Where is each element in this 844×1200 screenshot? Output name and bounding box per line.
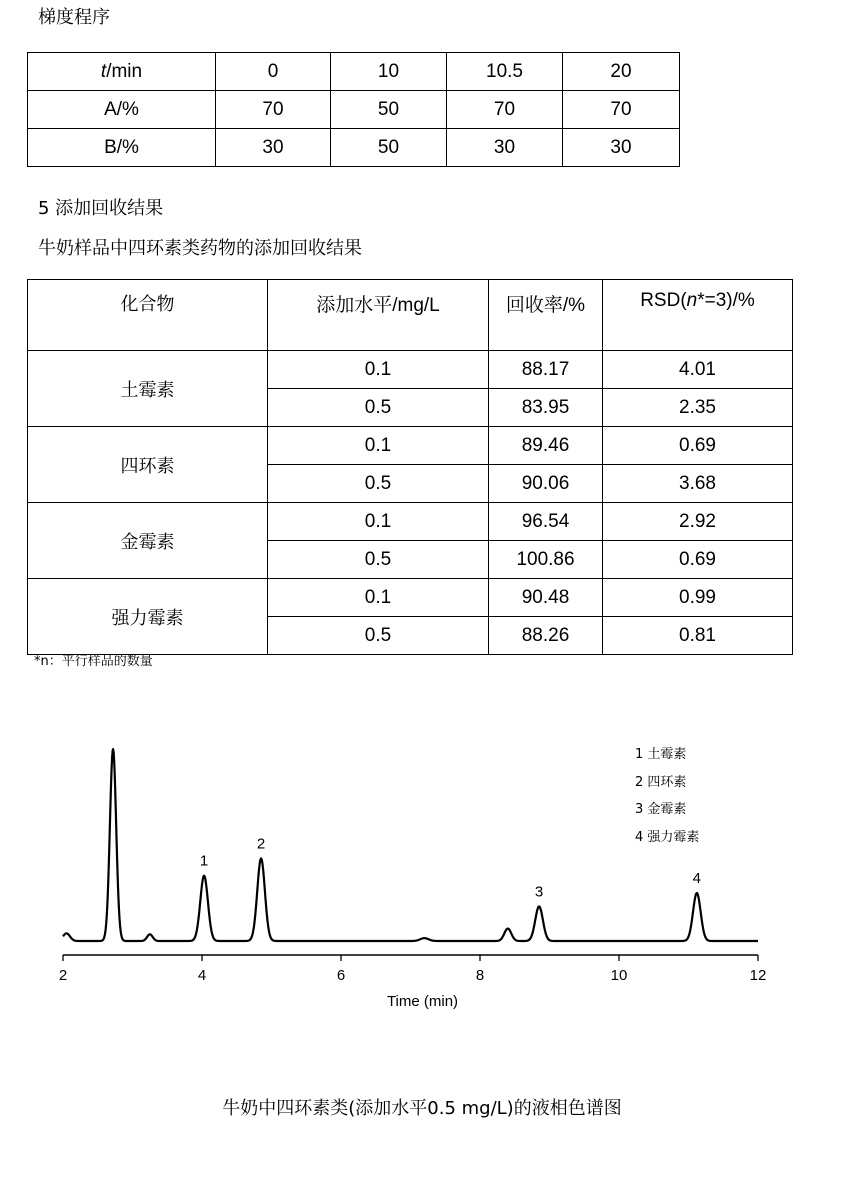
recovery-row <box>28 351 793 389</box>
compound-name: 金霉素 <box>28 503 268 579</box>
gradient-table <box>27 52 680 167</box>
section-title-recovery: 5 添加回收结果 <box>38 198 164 219</box>
legend-item <box>635 748 699 762</box>
level-cell: 0.1 <box>268 427 489 465</box>
recovery-cell: 89.46 <box>489 427 603 465</box>
legend-name: 四环素 <box>647 774 687 790</box>
gradient-row-label: A/% <box>28 91 216 129</box>
peak-label: 4 <box>692 870 702 887</box>
x-axis-label: Time (min) <box>386 993 459 1010</box>
gradient-value-cell: 70 <box>216 91 331 129</box>
gradient-value-cell: 30 <box>216 129 331 167</box>
level-cell: 0.5 <box>268 465 489 503</box>
legend-name: 土霉素 <box>647 747 687 762</box>
rsd-cell: 0.69 <box>603 427 793 465</box>
peak-label: 1 <box>199 852 209 870</box>
recovery-header-row <box>28 280 793 351</box>
recovery-table-title: 牛奶样品中四环素类药物的添加回收结果 <box>38 238 362 259</box>
recovery-cell: 90.48 <box>489 579 603 617</box>
level-cell: 0.5 <box>268 617 489 655</box>
gradient-value-cell: 70 <box>563 91 680 129</box>
legend-number: 1 <box>635 747 644 762</box>
recovery-row <box>28 579 793 617</box>
legend-item <box>635 776 699 790</box>
level-cell: 0.5 <box>268 389 489 427</box>
header-compound: 化合物 <box>28 280 268 351</box>
header-level: 添加水平/mg/L <box>268 280 489 351</box>
peak-label: 3 <box>534 883 544 901</box>
compound-name: 强力霉素 <box>28 579 268 655</box>
gradient-header-row <box>28 53 680 91</box>
footnote: *n：平行样品的数量 <box>34 654 153 669</box>
gradient-value-cell: 30 <box>447 129 563 167</box>
gradient-time-cell: 10.5 <box>447 53 563 91</box>
rsd-cell: 0.69 <box>603 541 793 579</box>
recovery-row <box>28 503 793 541</box>
chart-legend <box>635 748 699 858</box>
legend-number: 3 <box>635 802 644 817</box>
gradient-section-title: 梯度程序 <box>38 7 110 28</box>
chromatogram-chart <box>0 730 844 1030</box>
legend-name: 金霉素 <box>647 802 687 817</box>
x-tick-label: 2 <box>58 967 68 984</box>
level-cell: 0.1 <box>268 579 489 617</box>
recovery-cell: 83.95 <box>489 389 603 427</box>
gradient-time-cell: 10 <box>331 53 447 91</box>
gradient-value-cell: 70 <box>447 91 563 129</box>
recovery-cell: 90.06 <box>489 465 603 503</box>
rsd-cell: 2.35 <box>603 389 793 427</box>
rsd-n-symbol: n <box>686 290 698 311</box>
level-cell: 0.1 <box>268 351 489 389</box>
peak-label: 2 <box>256 835 266 853</box>
recovery-row <box>28 427 793 465</box>
gradient-row <box>28 91 680 129</box>
rsd-cell: 0.81 <box>603 617 793 655</box>
rsd-cell: 0.99 <box>603 579 793 617</box>
compound-name: 土霉素 <box>28 351 268 427</box>
x-tick-label: 6 <box>336 967 346 984</box>
x-tick-label: 8 <box>475 967 485 984</box>
level-cell: 0.1 <box>268 503 489 541</box>
gradient-row <box>28 129 680 167</box>
legend-item <box>635 803 699 817</box>
recovery-cell: 100.86 <box>489 541 603 579</box>
rsd-cell: 2.92 <box>603 503 793 541</box>
recovery-cell: 96.54 <box>489 503 603 541</box>
time-unit: /min <box>106 60 143 82</box>
recovery-table <box>27 279 793 655</box>
gradient-value-cell: 50 <box>331 129 447 167</box>
rsd-cell: 4.01 <box>603 351 793 389</box>
x-tick-label: 4 <box>197 967 207 984</box>
legend-name: 强力霉素 <box>647 829 700 845</box>
time-symbol: t <box>100 60 107 82</box>
gradient-time-cell: 20 <box>563 53 680 91</box>
legend-item <box>635 831 699 845</box>
gradient-row-label: B/% <box>28 129 216 167</box>
header-recovery: 回收率/% <box>489 280 603 351</box>
gradient-value-cell: 50 <box>331 91 447 129</box>
compound-name: 四环素 <box>28 427 268 503</box>
recovery-cell: 88.17 <box>489 351 603 389</box>
level-cell: 0.5 <box>268 541 489 579</box>
gradient-value-cell: 30 <box>563 129 680 167</box>
rsd-cell: 3.68 <box>603 465 793 503</box>
legend-number: 2 <box>635 774 644 790</box>
header-rsd: RSD(n*=3)/% <box>603 280 793 351</box>
gradient-time-cell: 0 <box>216 53 331 91</box>
legend-number: 4 <box>635 829 644 845</box>
gradient-header-label <box>28 53 216 91</box>
recovery-cell: 88.26 <box>489 617 603 655</box>
chart-caption: 牛奶中四环素类(添加水平0.5 mg/L)的液相色谱图 <box>222 1098 622 1119</box>
x-tick-label: 12 <box>749 967 767 984</box>
x-tick-label: 10 <box>610 967 628 984</box>
